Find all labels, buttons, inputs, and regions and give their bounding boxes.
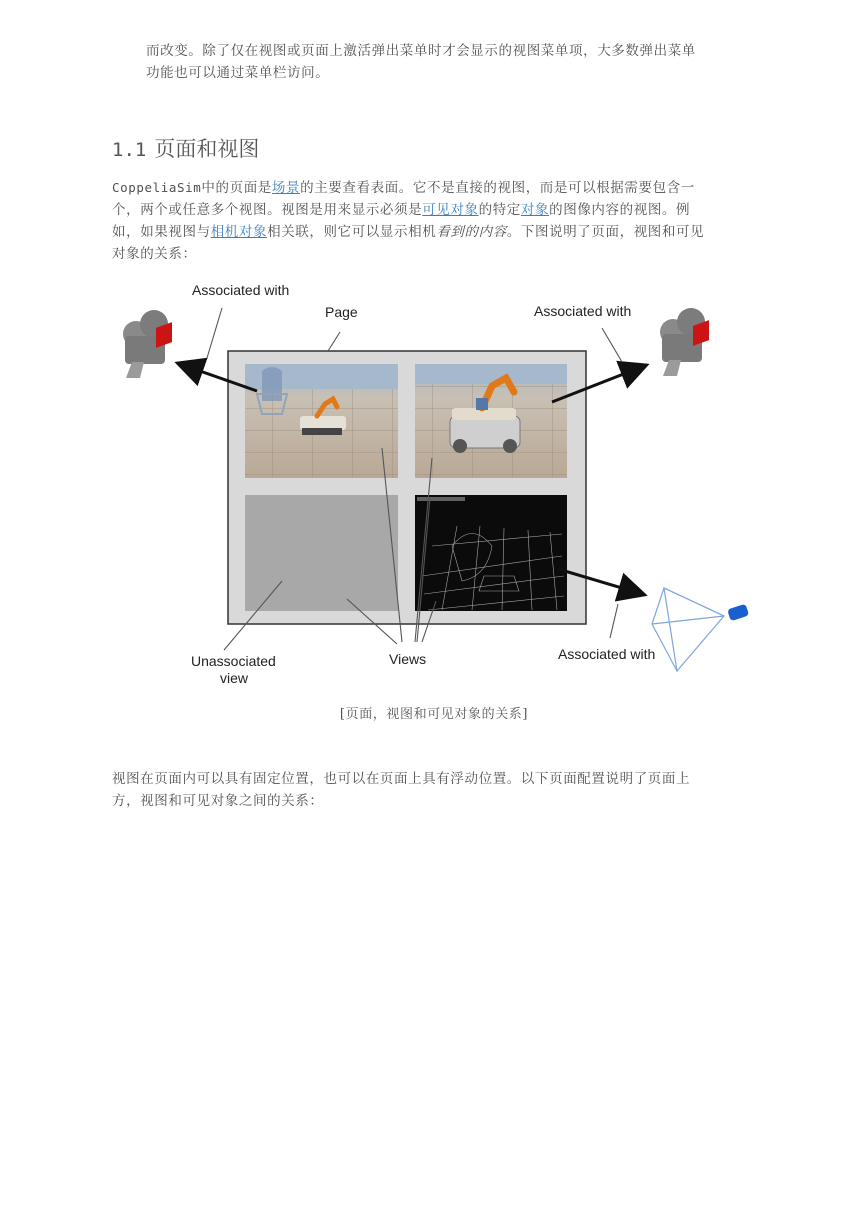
section-heading [112, 133, 259, 163]
intro-line-2: 功能也可以通过菜单栏访问。 [146, 65, 330, 81]
italic-text: 看到的内容 [436, 224, 507, 240]
text-run: 对象的关系： [112, 246, 197, 262]
view-unassociated [245, 495, 398, 611]
figure-caption: [页面，视图和可见对象的关系] [339, 707, 529, 722]
intro-line-1: 而改变。除了仅在视图或页面上激活弹出菜单时才会显示的视图菜单项，大多数弹出菜单 [146, 43, 696, 59]
text-run: 相关联，则它可以显示相机 [267, 224, 437, 240]
text-run: 中的页面是 [201, 180, 272, 196]
intro-paragraph [146, 40, 696, 84]
section-number: 1.1 [112, 139, 147, 161]
camera-icon [123, 310, 172, 378]
label-unassociated-1: Unassociated [191, 653, 276, 669]
link-camera-object[interactable]: 相机对象 [210, 224, 268, 240]
label-views: Views [389, 651, 427, 667]
para2-line-1: 视图在页面内可以具有固定位置，也可以在页面上具有浮动位置。以下页面配置说明了页面上 [112, 771, 691, 787]
text-run: 的主要查看表面。它不是直接的视图，而是可以根据需要包含一 [300, 180, 695, 196]
link-object[interactable]: 对象 [520, 202, 550, 218]
label-associated-bottom: Associated with [558, 646, 656, 662]
link-visible-object[interactable]: 可见对象 [422, 202, 479, 218]
para2-line-2: 方，视图和可见对象之间的关系： [112, 793, 324, 809]
product-name: CoppeliaSim [112, 180, 202, 195]
link-scene[interactable]: 场景 [271, 180, 301, 196]
label-page: Page [325, 304, 358, 320]
view-top-right [415, 364, 567, 478]
page-view-diagram [112, 276, 760, 696]
label-associated-left: Associated with [192, 282, 290, 298]
text-run: 。下图说明了页面，视图和可见 [506, 224, 705, 240]
text-run: 的特定 [478, 202, 521, 218]
view-top-left [245, 364, 398, 478]
text-run: 的图像内容的视图。例 [549, 202, 691, 218]
body-paragraph-2 [112, 768, 690, 812]
section-title: 页面和视图 [154, 137, 260, 161]
view-vision-sensor [415, 495, 567, 611]
vision-sensor-icon [652, 588, 748, 671]
body-paragraph-1 [112, 177, 762, 265]
text-run: 如，如果视图与 [112, 224, 211, 240]
label-unassociated-2: view [220, 670, 249, 686]
camera-icon [660, 308, 709, 376]
label-associated-right: Associated with [534, 303, 632, 319]
text-run: 个，两个或任意多个视图。视图是用来显示必须是 [112, 202, 423, 218]
